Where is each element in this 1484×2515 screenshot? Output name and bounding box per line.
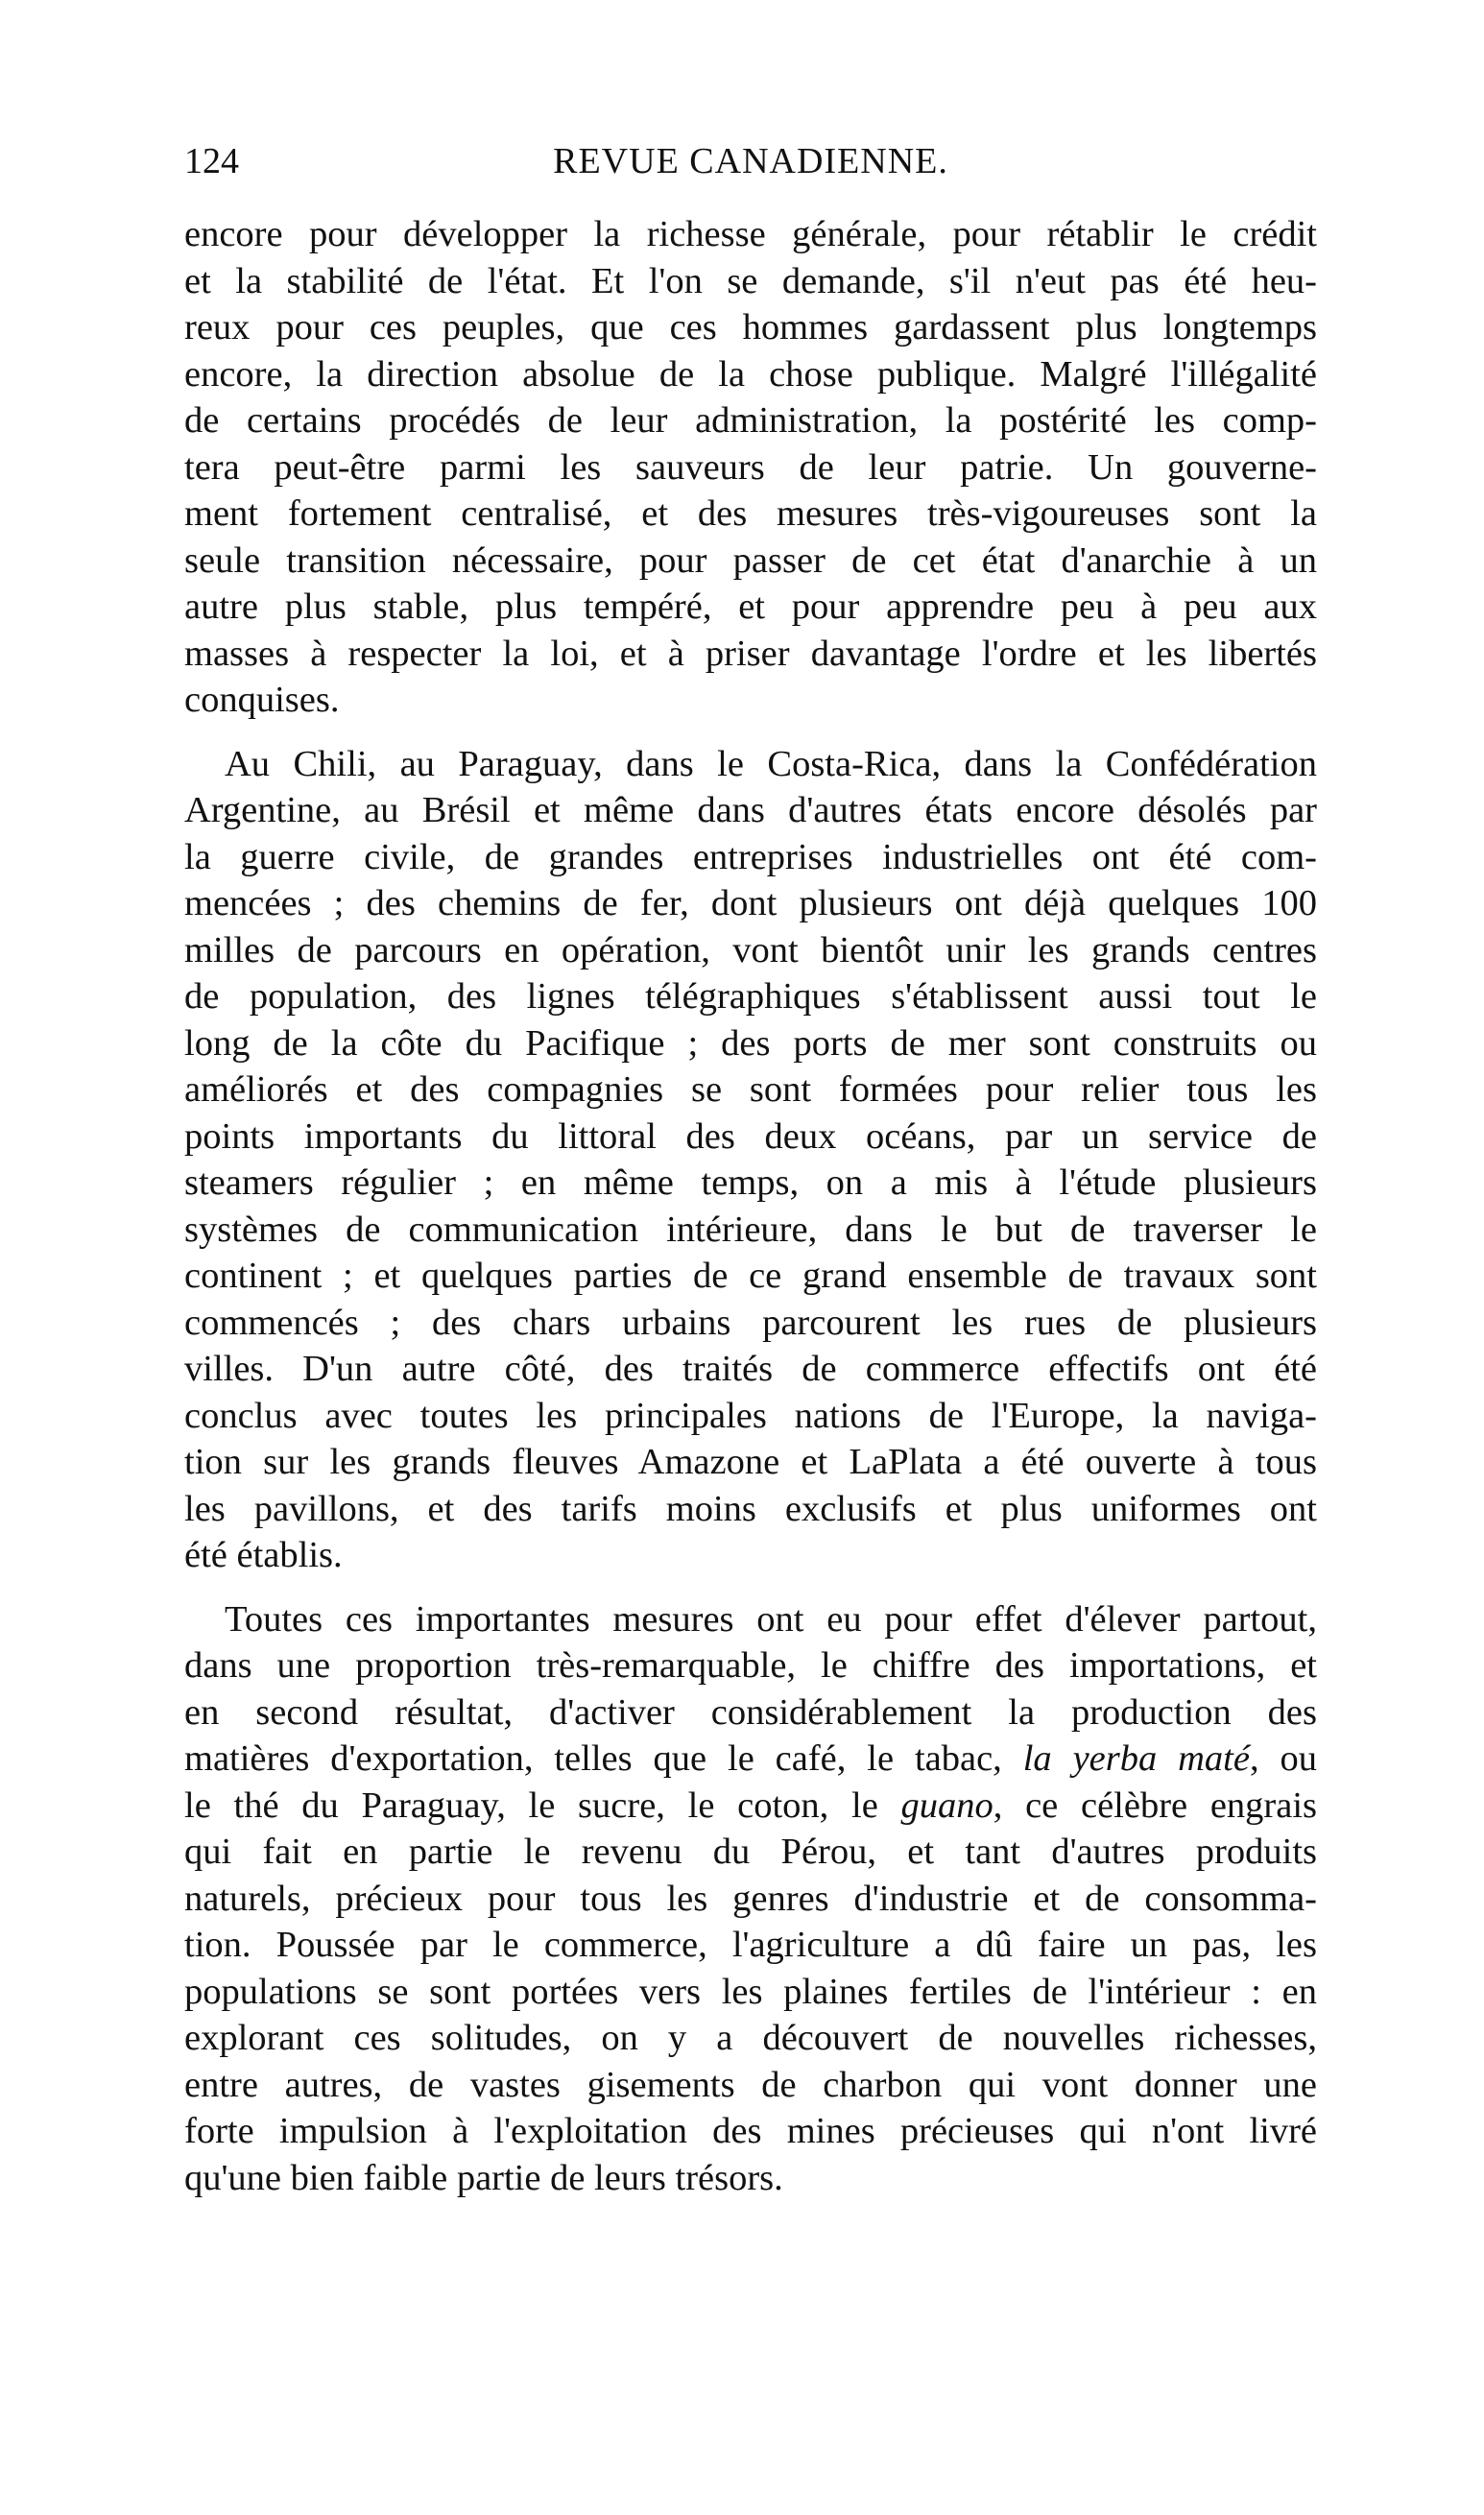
text-line: la guerre civile, de grandes entreprises industrielles ont été com-	[184, 836, 1317, 877]
italic-term: guano	[900, 1784, 993, 1826]
text-line: reux pour ces peuples, que ces hommes gardassent plus longtemps	[184, 307, 1317, 347]
text-line: masses à respecter la loi, et à priser davantage l'ordre et les libertés	[184, 633, 1317, 674]
paragraph-gap	[184, 724, 1317, 741]
text-line: seule transition nécessaire, pour passer de cet état d'anarchie à un	[184, 539, 1317, 581]
text-line: ment fortement centralisé, et des mesures très-vigoureuses sont la	[184, 493, 1317, 534]
text-line: tion. Poussée par le commerce, l'agriculture a dû faire un pas, les	[184, 1925, 1317, 1965]
body-text	[184, 211, 1317, 2201]
running-title: REVUE CANADIENNE.	[553, 141, 948, 181]
text-line: améliorés et des compagnies se sont formées pour relier tous les	[184, 1069, 1317, 1110]
text-line: qu'une bien faible partie de leurs trésors.	[184, 2157, 783, 2198]
text-line: Argentine, au Brésil et même dans d'autres états encore désolés par	[184, 790, 1317, 830]
text-line: milles de parcours en opération, vont bientôt unir les grands centres	[184, 929, 1317, 970]
text-line: steamers régulier ; en même temps, on a mis à l'étude plusieurs	[184, 1162, 1317, 1203]
text-line: Toutes ces importantes mesures ont eu pour effet d'élever partout,	[225, 1598, 1317, 1640]
text-line: naturels, précieux pour tous les genres d'industrie et de consomma-	[184, 1878, 1317, 1919]
running-head	[184, 132, 1317, 190]
text-line: Au Chili, au Paraguay, dans le Costa-Rica, dans la Confédération	[225, 743, 1317, 784]
text-line: tion sur les grands fleuves Amazone et LaPlata a été ouverte à tous	[184, 1442, 1317, 1482]
text-line: explorant ces solitudes, on y a découvert de nouvelles richesses,	[184, 2018, 1317, 2058]
text-line: mencées ; des chemins de fer, dont plusieurs ont déjà quelques 100	[184, 883, 1317, 923]
text-line: encore pour développer la richesse générale, pour rétablir le crédit	[184, 214, 1317, 254]
text-line: de certains procédés de leur administration, la postérité les comp-	[184, 400, 1317, 441]
text-line: entre autres, de vastes gisements de charbon qui vont donner une	[184, 2064, 1317, 2105]
text-line: et la stabilité de l'état. Et l'on se demande, s'il n'eut pas été heu-	[184, 260, 1317, 301]
text-line: les pavillons, et des tarifs moins exclusifs et plus uniformes ont	[184, 1488, 1317, 1529]
italic-term: la yerba maté	[1022, 1738, 1250, 1779]
text-line: continent ; et quelques parties de ce grand ensemble de travaux sont	[184, 1256, 1317, 1296]
page-number: 124	[184, 141, 239, 181]
text-line: autre plus stable, plus tempéré, et pour apprendre peu à peu aux	[184, 587, 1317, 627]
text-line: de population, des lignes télégraphiques s'établissent aussi tout le	[184, 976, 1317, 1017]
paragraph-gap	[184, 1579, 1317, 1596]
text-line: systèmes de communication intérieure, dans le but de traverser le	[184, 1209, 1317, 1250]
text-line: matières d'exportation, telles que le café, le tabac, la yerba maté, ou	[184, 1738, 1317, 1779]
text-line: conclus avec toutes les principales nations de l'Europe, la naviga-	[184, 1395, 1317, 1436]
text-line: long de la côte du Pacifique ; des ports de mer sont construits ou	[184, 1022, 1317, 1064]
text-line: villes. D'un autre côté, des traités de commerce effectifs ont été	[184, 1349, 1317, 1389]
text-line: commencés ; des chars urbains parcourent les rues de plusieurs	[184, 1302, 1317, 1343]
text-line: forte impulsion à l'exploitation des mines précieuses qui n'ont livré	[184, 2111, 1317, 2151]
text-line: encore, la direction absolue de la chose publique. Malgré l'illégalité	[184, 353, 1317, 395]
text-line: le thé du Paraguay, le sucre, le coton, le guano, ce célèbre engrais	[184, 1784, 1317, 1826]
text-line: été établis.	[184, 1535, 343, 1575]
text-line: points importants du littoral des deux océans, par un service de	[184, 1115, 1317, 1157]
text-line: dans une proportion très-remarquable, le chiffre des importations, et	[184, 1645, 1317, 1686]
text-line: tera peut-être parmi les sauveurs de leur patrie. Un gouverne-	[184, 446, 1317, 488]
text-line: qui fait en partie le revenu du Pérou, et tant d'autres produits	[184, 1832, 1317, 1872]
text-line: populations se sont portées vers les plaines fertiles de l'intérieur : en	[184, 1971, 1317, 2012]
text-line: en second résultat, d'activer considérablement la production des	[184, 1691, 1317, 1733]
text-line: conquises.	[184, 680, 340, 720]
